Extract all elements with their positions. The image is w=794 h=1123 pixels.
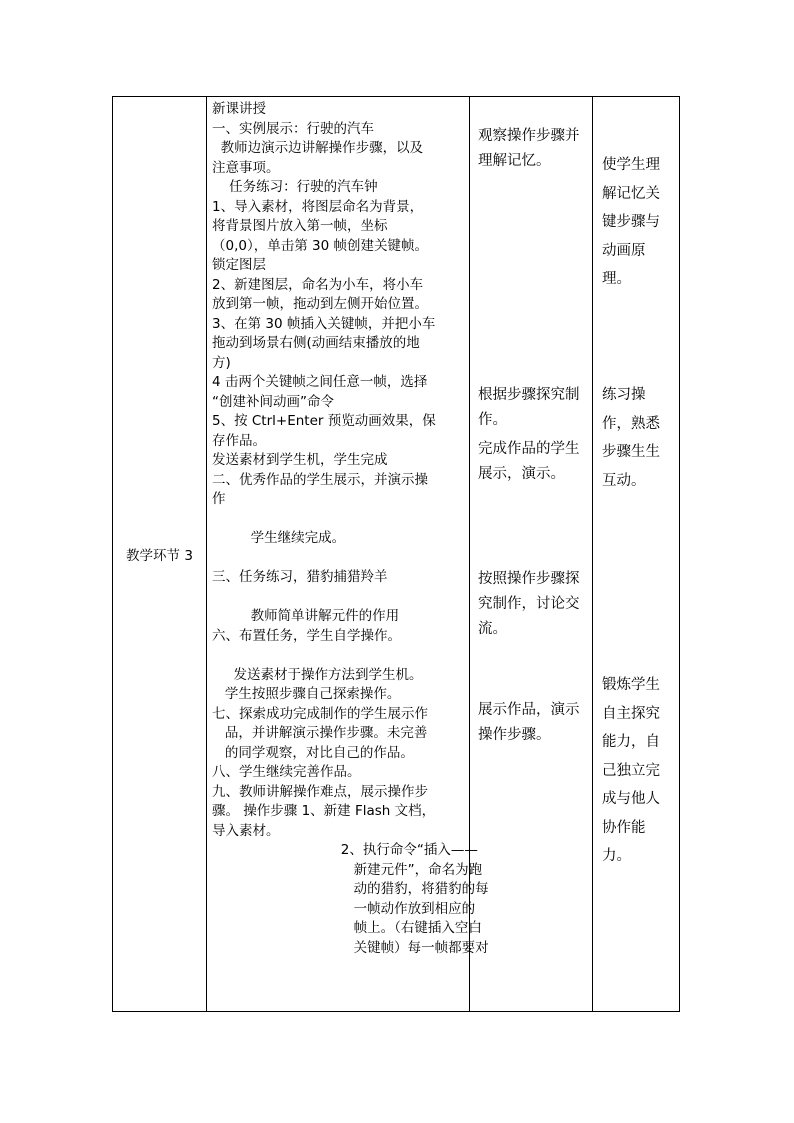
student-activity-text: 按照操作步骤探究制作，讨论交流。 bbox=[478, 571, 580, 637]
design-intent-cell bbox=[593, 97, 680, 1011]
student-activity-text: 完成作品的学生展示，演示。 bbox=[478, 441, 580, 482]
content-line: 2、执行命令“插入—— bbox=[212, 842, 478, 858]
content-line: 注意事项。 bbox=[212, 159, 280, 176]
content-line: 八、学生继续完善作品。 bbox=[212, 764, 361, 780]
content-line: 1、导入素材，将图层命名为背景， bbox=[212, 198, 424, 215]
content-line: 九、教师讲解操作难点，展示操作步 bbox=[212, 783, 428, 800]
content-line: 方) bbox=[212, 354, 231, 371]
design-intent-text: 练习操作，熟悉步骤生生互动。 bbox=[602, 387, 660, 489]
student-activity-cell bbox=[470, 97, 592, 1011]
design-intent-text: 使学生理解记忆关键步骤与动画原理。 bbox=[602, 157, 660, 287]
content-line: 一帧动作放到相应的 bbox=[212, 900, 476, 917]
content-line: 关键帧）每一帧都要对 bbox=[212, 939, 489, 956]
content-line: （0,0），单击第 30 帧创建关键帧。 bbox=[212, 237, 428, 254]
stage-label: 教学环节 3 bbox=[126, 548, 193, 564]
content-line: 放到第一帧，拖动到左侧开始位置。 bbox=[212, 296, 428, 312]
content-line bbox=[212, 510, 465, 530]
content-line: 新建元件”，命名为跑 bbox=[212, 861, 483, 878]
content-line bbox=[212, 588, 465, 608]
content-line: 一、实例展示：行驶的汽车 bbox=[212, 120, 374, 137]
content-line: 拖动到场景右侧(动画结束播放的地 bbox=[212, 335, 420, 351]
content-line: 任务练习：行驶的汽车钟 bbox=[212, 179, 378, 195]
content-line: 作 bbox=[212, 491, 226, 507]
content-line: 发送素材到学生机，学生完成 bbox=[212, 452, 388, 468]
content-line: 六、布置任务，学生自学操作。 bbox=[212, 627, 401, 644]
lesson-plan-table bbox=[112, 96, 680, 1012]
content-line: 3、在第 30 帧插入关键帧，并把小车 bbox=[212, 315, 436, 332]
content-line: 5、按 Ctrl+Enter 预览动画效果，保 bbox=[212, 413, 436, 429]
content-line: 七、探索成功完成制作的学生展示作 bbox=[212, 705, 428, 722]
content-line: 2、新建图层，命名为小车，将小车 bbox=[212, 276, 424, 293]
content-line: 4 击两个关键帧之间任意一帧，选择 bbox=[212, 374, 428, 390]
content-line: 新课讲授 bbox=[212, 101, 266, 117]
design-intent-text: 锻炼学生自主探究能力，自己独立完成与他人协作能力。 bbox=[602, 677, 660, 864]
content-line: “创建补间动画”命令 bbox=[212, 393, 334, 410]
content-line: 二、优秀作品的学生展示，并演示操 bbox=[212, 471, 428, 488]
content-line: 学生继续完成。 bbox=[212, 530, 346, 546]
student-activity-text: 根据步骤探究制作。 bbox=[478, 387, 580, 428]
content-line: 将背景图片放入第一帧，坐标 bbox=[212, 218, 388, 234]
content-line: 教师边演示边讲解操作步骤，以及 bbox=[212, 140, 424, 156]
student-activity-text: 观察操作步骤并理解记忆。 bbox=[478, 128, 580, 169]
content-line: 的同学观察，对比自己的作品。 bbox=[212, 744, 414, 761]
content-line: 动的猎豹，将猎豹的每 bbox=[212, 881, 489, 897]
content-line bbox=[212, 646, 465, 666]
content-line bbox=[212, 549, 465, 569]
content-line: 三、任务练习，猎豹捕猎羚羊 bbox=[212, 569, 388, 585]
content-line: 发送素材于操作方法到学生机。 bbox=[212, 666, 423, 683]
content-line: 导入素材。 bbox=[212, 822, 280, 839]
content-line: 帧上。（右键插入空白 bbox=[212, 920, 482, 936]
content-line: 存作品。 bbox=[212, 432, 266, 449]
teaching-content-cell bbox=[207, 97, 489, 1011]
content-line: 锁定图层 bbox=[212, 257, 266, 273]
content-line: 品，并讲解演示操作步骤。未完善 bbox=[212, 725, 428, 741]
content-line: 教师简单讲解元件的作用 bbox=[212, 608, 400, 624]
content-line: 骤。 操作步骤 1、新建 Flash 文档， bbox=[212, 803, 436, 819]
student-activity-text: 展示作品，演示操作步骤。 bbox=[478, 702, 580, 743]
content-line: 学生按照步骤自己探索操作。 bbox=[212, 686, 401, 702]
stage-cell bbox=[113, 97, 206, 1011]
